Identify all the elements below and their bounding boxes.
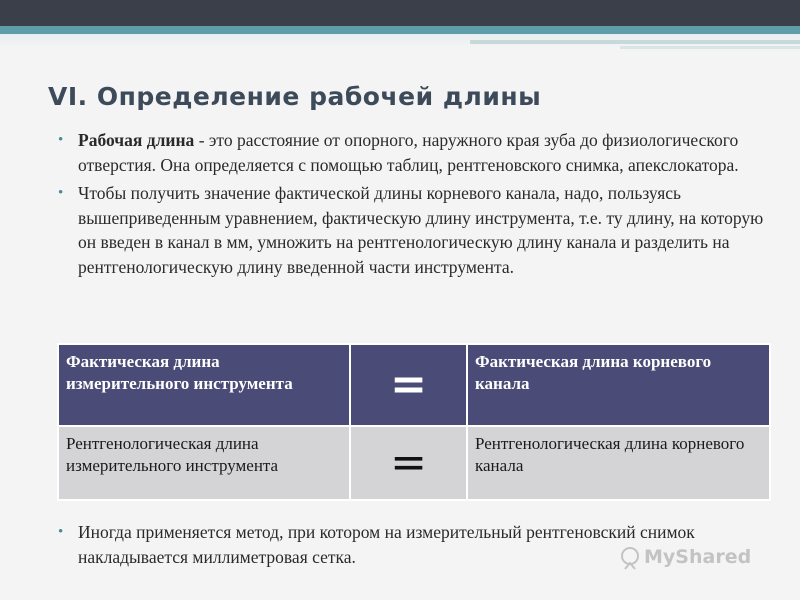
cell-actual-canal-length: Фактическая длина корневого канала [467, 344, 770, 426]
cell-radiographic-instrument-length: Рентгенологическая длина измерительного инструмента [58, 426, 350, 500]
accent-decor-stripe-2 [620, 46, 800, 49]
bullet-grid-method-text: Иногда применяется метод, при котором на измерительный рентгеновский снимок накладывается миллиметровая сетка. [78, 522, 695, 567]
equals-sign: = [350, 344, 467, 426]
table-row-radiographic [58, 426, 770, 500]
bullet-calculation [50, 181, 780, 279]
top-decor-bar [0, 0, 800, 26]
watermark-logo [618, 536, 768, 576]
teal-decor-stripe [0, 26, 800, 34]
accent-decor-stripe [470, 40, 800, 44]
svg-text:MyShared: MyShared [644, 546, 752, 568]
bullet-term: Рабочая длина [78, 130, 195, 150]
cell-radiographic-canal-length: Рентгенологическая длина корневого канала [467, 426, 770, 500]
cell-actual-instrument-length: Фактическая длина измерительного инструмента [58, 344, 350, 426]
bullet-definition: - это расстояние от опорного, наружного края зуба до физиологического отверстия. Она определяется с помощью таблиц, рентгеновского снимка, апекслокатора. [78, 130, 739, 175]
proportion-table [57, 343, 769, 501]
bullet-calculation-text: Чтобы получить значение фактической длины корневого канала, надо, пользуясь вышеприведенным уравнением, фактическую длину инструмента, т.е. ту длину, на которую он введен в канал в мм, умножить на рентгенологическую длину канала и разделить на рентгенологическую длину введенной части инструмента. [78, 183, 764, 277]
bullet-working-length [50, 128, 780, 177]
slide-title: VI. Определение рабочей длины [48, 82, 542, 111]
table-row-actual [58, 344, 770, 426]
equals-sign: = [350, 426, 467, 500]
bullet-list [50, 128, 780, 283]
